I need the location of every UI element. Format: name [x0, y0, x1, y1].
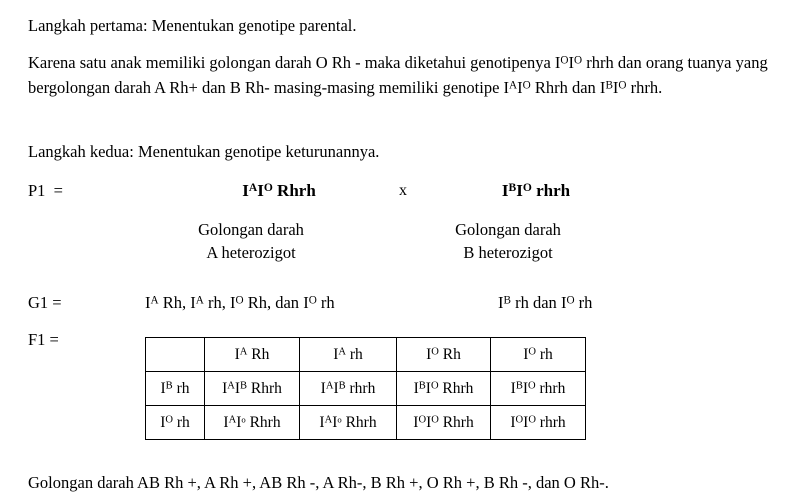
g1-left-tail-3: rh [316, 293, 335, 312]
c01-tail: rhrh [345, 379, 376, 397]
p1-paternal-description-line-2: B heterozigot [463, 243, 553, 262]
punnett-row-header-0 [146, 372, 205, 406]
g1-left-base-1: I [190, 293, 196, 312]
c11-s2: o [337, 414, 342, 424]
punnett-cell-0-0 [205, 372, 300, 406]
ch3-sup: O [528, 346, 536, 358]
c03-tail: rhrh [535, 379, 566, 397]
p1-paternal-description-line-1: Golongan darah [455, 220, 561, 239]
punnett-cell-0-2 [397, 372, 491, 406]
c00-s2: B [240, 380, 248, 392]
c11-b1: I [319, 413, 325, 431]
punnett-row-header-1 [146, 406, 205, 440]
explanation-segment-5: Rhrh dan I [530, 78, 606, 97]
ch0-tail: Rh [247, 345, 270, 363]
g1-right-base-1: I [560, 293, 567, 312]
p1-paternal-genotype [453, 180, 619, 202]
ch2-tail: Rh [438, 345, 461, 363]
g1-left-sup-2: O [235, 294, 244, 307]
explanation-segment-6: I [612, 78, 619, 97]
rh0-tail: rh [172, 379, 190, 397]
c12-s2: O [431, 414, 439, 426]
c11-s1: A [324, 414, 333, 426]
ch1-tail: rh [345, 345, 363, 363]
g1-right-sup-0: B [503, 294, 511, 307]
explanation-segment-4: I [517, 78, 523, 97]
punnett-cell-0-1 [300, 372, 397, 406]
ch0-base: I [234, 345, 240, 363]
conclusion-paragraph: Golongan darah AB Rh +, A Rh +, AB Rh -, A Rh-, B Rh +, O Rh +, B Rh -, dan O Rh-. [28, 473, 609, 492]
g1-left-tail-0: Rh, [158, 293, 187, 312]
c02-b2: I [425, 379, 431, 397]
c11-b2: I [332, 413, 338, 431]
ch3-tail: rh [535, 345, 553, 363]
step-two-paragraph: Langkah kedua: Menentukan genotipe keturunannya. [28, 142, 380, 161]
p1-maternal-description-line-2: A heterozigot [206, 243, 296, 262]
c11-tail: Rhrh [341, 413, 377, 431]
c03-s1: B [515, 380, 523, 392]
explanation-paragraph [28, 50, 776, 100]
c03-b1: I [510, 379, 516, 397]
p1-maternal-sup-1: A [248, 181, 258, 195]
c01-b1: I [320, 379, 326, 397]
g1-maternal-gametes [145, 292, 335, 314]
table-row [146, 372, 586, 406]
punnett-column-header-0 [205, 338, 300, 372]
explanation-sup-4: O [522, 79, 531, 92]
p1-paternal-base-1: I [501, 181, 509, 200]
ch1-base: I [333, 345, 339, 363]
c13-b2: I [523, 413, 529, 431]
p1-paternal-base-2: I [516, 181, 523, 200]
c10-tail: Rhrh [245, 413, 281, 431]
g1-right-base-0: I [498, 293, 504, 312]
explanation-sup-2: O [574, 54, 583, 67]
explanation-segment-2: I [568, 53, 575, 72]
p1-maternal-rh: Rhrh [272, 181, 316, 200]
c01-s2: B [338, 380, 346, 392]
p1-paternal-rh: rhrh [531, 181, 571, 200]
rh0-base: I [160, 379, 166, 397]
g1-right-sup-1: O [566, 294, 575, 307]
p1-label: P1 = [28, 181, 63, 200]
c12-b2: I [426, 413, 432, 431]
p1-maternal-base-1: I [242, 181, 249, 200]
p1-cross-symbol: x [399, 182, 407, 199]
g1-left-base-0: I [145, 293, 151, 312]
punnett-column-header-1 [300, 338, 397, 372]
c00-tail: Rhrh [247, 379, 282, 397]
explanation-sup-1: O [560, 54, 569, 67]
ch3-base: I [523, 345, 529, 363]
punnett-column-header-2 [397, 338, 491, 372]
punnett-cell-1-3 [491, 406, 586, 440]
g1-left-sup-3: O [308, 294, 317, 307]
c12-s1: O [418, 414, 427, 426]
explanation-segment-1: Karena satu anak memiliki golongan darah O Rh - maka diketahui genotipenya I [28, 53, 561, 72]
g1-left-tail-1: rh, [203, 293, 226, 312]
c10-b2: I [236, 413, 242, 431]
rh1-tail: rh [172, 413, 190, 431]
c01-b2: I [333, 379, 339, 397]
g1-right-tail-1: rh [574, 293, 593, 312]
step-one-paragraph: Langkah pertama: Menentukan genotipe parental. [28, 16, 357, 35]
rh0-sup: B [165, 380, 173, 392]
g1-right-tail-0: rh dan [510, 293, 557, 312]
explanation-sup-5: B [605, 79, 613, 92]
punnett-corner-cell [146, 338, 205, 372]
c02-tail: Rhrh [438, 379, 474, 397]
c00-b2: I [234, 379, 241, 397]
c02-s2: O [430, 380, 439, 392]
punnett-square-table [145, 337, 586, 440]
g1-left-tail-2: Rh, dan [243, 293, 300, 312]
g1-left-base-2: I [229, 293, 236, 312]
g1-left-base-3: I [303, 293, 309, 312]
punnett-cell-1-1 [300, 406, 397, 440]
punnett-column-header-3 [491, 338, 586, 372]
p1-paternal-description [428, 218, 588, 264]
g1-left-sup-0: A [150, 294, 159, 307]
c12-tail: Rhrh [438, 413, 474, 431]
p1-paternal-sup-2: O [522, 181, 532, 195]
c10-s1: A [228, 414, 237, 426]
c13-tail: rhrh [535, 413, 566, 431]
g1-paternal-gametes [498, 292, 592, 314]
explanation-sup-6: O [618, 79, 627, 92]
ch0-sup: A [239, 346, 248, 358]
c02-b1: I [413, 379, 419, 397]
c03-b2: I [522, 379, 529, 397]
punnett-header-row [146, 338, 586, 372]
c10-b1: I [223, 413, 229, 431]
explanation-sup-3: A [509, 79, 518, 92]
p1-paternal-sup-1: B [508, 181, 517, 195]
c13-b1: I [510, 413, 516, 431]
c13-s1: O [515, 414, 524, 426]
p1-maternal-description [173, 218, 329, 264]
punnett-cell-1-0 [205, 406, 300, 440]
explanation-segment-7: rhrh. [626, 78, 663, 97]
ch2-base: I [426, 345, 432, 363]
g1-label: G1 = [28, 293, 62, 312]
p1-maternal-base-2: I [257, 181, 264, 200]
punnett-cell-0-3 [491, 372, 586, 406]
c10-s2: o [241, 414, 246, 424]
rh1-base: I [160, 413, 166, 431]
p1-maternal-sup-2: O [263, 181, 273, 195]
rh1-sup: O [165, 414, 173, 426]
c12-b1: I [413, 413, 419, 431]
table-row [146, 406, 586, 440]
c01-s1: A [325, 380, 334, 392]
p1-maternal-description-line-1: Golongan darah [198, 220, 304, 239]
punnett-cell-1-2 [397, 406, 491, 440]
g1-left-sup-1: A [195, 294, 204, 307]
c00-s1: A [227, 380, 235, 392]
c00-b1: I [222, 379, 228, 397]
ch2-sup: O [431, 346, 439, 358]
c03-s2: O [528, 380, 536, 392]
explanation-segment-3: rhrh dan orang tuanya yang bergolongan darah A Rh+ dan B Rh- masing-masing memiliki genotipe I [28, 53, 768, 97]
f1-label: F1 = [28, 330, 59, 349]
ch1-sup: A [338, 346, 346, 358]
c02-s1: B [418, 380, 426, 392]
p1-maternal-genotype [205, 180, 353, 202]
c13-s2: O [528, 414, 536, 426]
